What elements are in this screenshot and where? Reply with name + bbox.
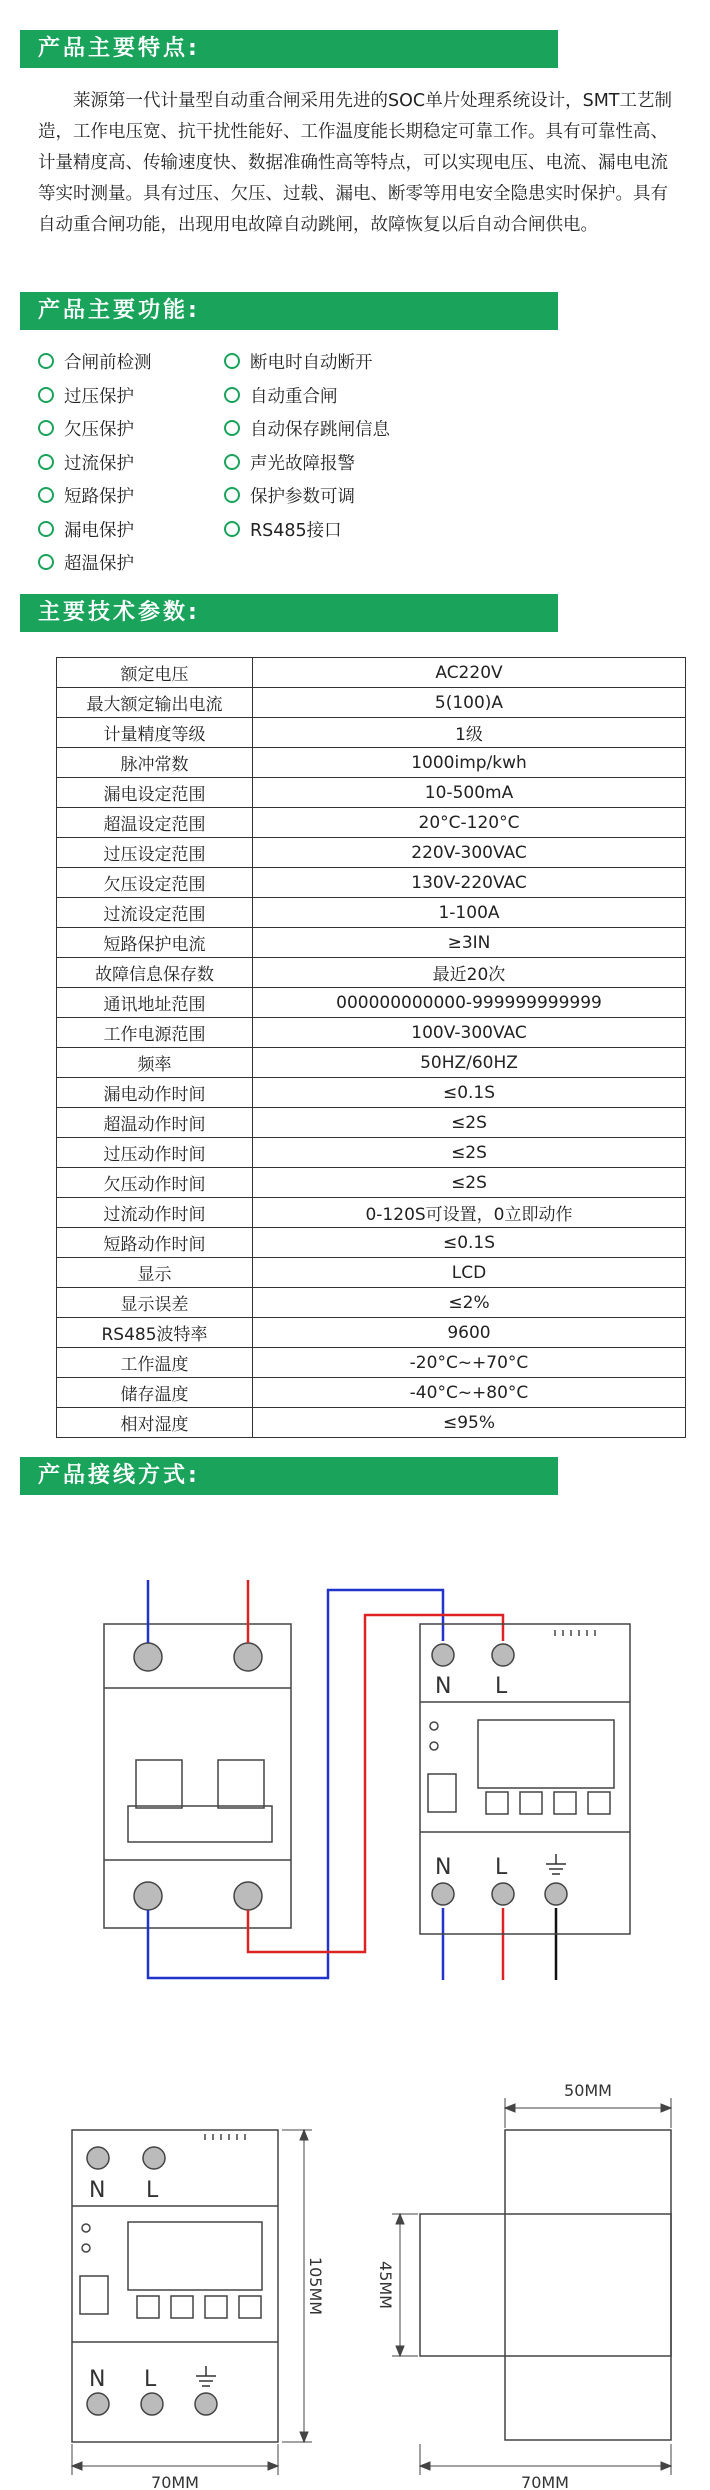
ground-icon	[546, 1854, 566, 1874]
table-row	[57, 1168, 686, 1198]
function-label: 自动保存跳闸信息	[250, 420, 390, 440]
function-label: 超温保护	[64, 554, 134, 574]
table-row	[57, 1408, 686, 1438]
circle-bullet-icon	[38, 554, 54, 570]
param-name: 脉冲常数	[57, 748, 253, 778]
table-row	[57, 958, 686, 988]
front-view-device	[72, 2130, 278, 2442]
table-row	[57, 1318, 686, 1348]
param-value: 1-100A	[253, 898, 686, 928]
front-top-n-label: N	[89, 2178, 106, 2203]
table-row	[57, 988, 686, 1018]
function-label: 欠压保护	[64, 420, 134, 440]
param-name: 超温动作时间	[57, 1108, 253, 1138]
function-label: 声光故障报警	[250, 453, 355, 474]
param-value: AC220V	[253, 658, 686, 688]
param-name: 额定电压	[57, 658, 253, 688]
param-value: 20°C-120°C	[253, 808, 686, 838]
function-item	[224, 387, 338, 407]
table-row	[57, 1258, 686, 1288]
function-item	[38, 554, 134, 574]
param-name: 欠压设定范围	[57, 868, 253, 898]
table-row	[57, 688, 686, 718]
param-name: 频率	[57, 1048, 253, 1078]
table-row	[57, 868, 686, 898]
function-item	[38, 454, 134, 474]
front-bottom-l-label: L	[144, 2367, 157, 2392]
intro-paragraph: 莱源第一代计量型自动重合闸采用先进的SOC单片处理系统设计，SMT工艺制造，工作电压宽、抗干扰性能好、工作温度能长期稳定可靠工作。具有可靠性高、计量精度高、传输速度快、数据准确性高等特点，可以实现电压、电流、漏电电流等实时测量。具有过压、欠压、过载、漏电、断零等用电安全隐患实时保护。具有自动重合闸功能，出现用电故障自动跳闸，故障恢复以后自动合闸供电。	[38, 91, 672, 235]
param-value: ≤2S	[253, 1138, 686, 1168]
table-row	[57, 838, 686, 868]
param-name: 最大额定输出电流	[57, 688, 253, 718]
circle-bullet-icon	[38, 387, 54, 403]
function-label: 短路保护	[64, 487, 134, 507]
circle-bullet-icon	[38, 420, 54, 436]
table-row	[57, 1288, 686, 1318]
circle-bullet-icon	[224, 454, 240, 470]
dimension-diagram	[0, 2030, 710, 2490]
param-value: ≤2S	[253, 1168, 686, 1198]
function-label: 自动重合闸	[250, 386, 338, 407]
table-row	[57, 1348, 686, 1378]
meter-bottom-l-label: L	[495, 1855, 508, 1880]
features-banner: 产品主要特点:	[20, 30, 558, 68]
table-row	[57, 1018, 686, 1048]
meter-top-n-label: N	[435, 1674, 452, 1699]
param-name: 漏电动作时间	[57, 1078, 253, 1108]
param-name: 显示误差	[57, 1288, 253, 1318]
breaker-output-neutral-wire	[148, 1590, 443, 1978]
circle-bullet-icon	[224, 521, 240, 537]
param-value: ≤0.1S	[253, 1078, 686, 1108]
param-name: 欠压动作时间	[57, 1168, 253, 1198]
circle-bullet-icon	[224, 353, 240, 369]
front-top-l-label: L	[146, 2178, 159, 2203]
function-item	[38, 420, 134, 440]
side-width-dimension-line	[420, 2444, 671, 2475]
table-row	[57, 748, 686, 778]
param-name: 过压设定范围	[57, 838, 253, 868]
param-value: LCD	[253, 1258, 686, 1288]
param-name: 通讯地址范围	[57, 988, 253, 1018]
depth-dimension-line	[505, 2098, 671, 2128]
param-value: ≥3IN	[253, 928, 686, 958]
front-width-dimension-line	[72, 2444, 278, 2475]
param-name: 过流设定范围	[57, 898, 253, 928]
front-width-label: 70MM	[151, 2473, 199, 2490]
table-row	[57, 898, 686, 928]
table-row	[57, 1198, 686, 1228]
param-value: -40°C~+80°C	[253, 1378, 686, 1408]
circle-bullet-icon	[38, 521, 54, 537]
function-item	[38, 353, 152, 373]
params-banner: 主要技术参数:	[20, 594, 558, 632]
side-view-device	[420, 2130, 671, 2440]
circle-bullet-icon	[38, 487, 54, 503]
function-item	[224, 521, 342, 541]
function-item	[224, 353, 373, 373]
param-name: 故障信息保存数	[57, 958, 253, 988]
circle-bullet-icon	[224, 420, 240, 436]
table-row	[57, 1138, 686, 1168]
front-bottom-n-label: N	[89, 2367, 106, 2392]
circle-bullet-icon	[38, 454, 54, 470]
param-value: -20°C~+70°C	[253, 1348, 686, 1378]
table-row	[57, 658, 686, 688]
table-row	[57, 1048, 686, 1078]
param-value: 9600	[253, 1318, 686, 1348]
function-item	[224, 454, 355, 474]
param-value: 50HZ/60HZ	[253, 1048, 686, 1078]
param-value: 220V-300VAC	[253, 838, 686, 868]
param-name: 过压动作时间	[57, 1138, 253, 1168]
param-name: 漏电设定范围	[57, 778, 253, 808]
param-value: ≤95%	[253, 1408, 686, 1438]
param-name: 储存温度	[57, 1378, 253, 1408]
param-name: RS485波特率	[57, 1318, 253, 1348]
function-label: 合闸前检测	[64, 353, 152, 373]
table-row	[57, 928, 686, 958]
param-name: 超温设定范围	[57, 808, 253, 838]
param-value: ≤2%	[253, 1288, 686, 1318]
wires	[148, 1580, 556, 1980]
function-label: 断电时自动断开	[250, 353, 373, 373]
table-row	[57, 1378, 686, 1408]
param-value: 130V-220VAC	[253, 868, 686, 898]
inner-label: 45MM	[376, 2261, 395, 2309]
param-name: 短路保护电流	[57, 928, 253, 958]
params-table	[56, 657, 686, 1438]
function-label: 保护参数可调	[250, 487, 355, 507]
wiring-banner: 产品接线方式:	[20, 1457, 558, 1495]
param-value: 1000imp/kwh	[253, 748, 686, 778]
param-value: 0-120S可设置，0立即动作	[253, 1198, 686, 1228]
breaker-output-live-wire	[248, 1615, 503, 1952]
param-name: 显示	[57, 1258, 253, 1288]
side-width-label: 70MM	[521, 2473, 569, 2490]
circle-bullet-icon	[224, 487, 240, 503]
breaker-device	[104, 1624, 291, 1928]
function-item	[224, 487, 355, 507]
param-name: 短路动作时间	[57, 1228, 253, 1258]
param-value: 10-500mA	[253, 778, 686, 808]
front-ground-icon	[196, 2366, 216, 2386]
table-row	[57, 808, 686, 838]
function-label: 过流保护	[64, 453, 134, 474]
param-value: 100V-300VAC	[253, 1018, 686, 1048]
param-name: 过流动作时间	[57, 1198, 253, 1228]
table-row	[57, 1108, 686, 1138]
circle-bullet-icon	[38, 353, 54, 369]
function-label: 过压保护	[64, 386, 134, 407]
meter-bottom-n-label: N	[435, 1855, 452, 1880]
function-label: 漏电保护	[64, 520, 134, 541]
table-row	[57, 1228, 686, 1258]
table-row	[57, 778, 686, 808]
function-item	[38, 487, 134, 507]
function-label: RS485接口	[250, 520, 342, 541]
meter-top-l-label: L	[495, 1674, 508, 1699]
param-name: 工作温度	[57, 1348, 253, 1378]
param-value: ≤2S	[253, 1108, 686, 1138]
table-row	[57, 1078, 686, 1108]
functions-banner: 产品主要功能:	[20, 292, 558, 330]
function-item	[38, 387, 134, 407]
param-name: 工作电源范围	[57, 1018, 253, 1048]
function-item	[224, 420, 390, 440]
param-value: 最近20次	[253, 958, 686, 988]
circle-bullet-icon	[224, 387, 240, 403]
param-value: 5(100)A	[253, 688, 686, 718]
param-value: 000000000000-999999999999	[253, 988, 686, 1018]
height-label: 105MM	[306, 2256, 325, 2316]
param-name: 相对湿度	[57, 1408, 253, 1438]
function-item	[38, 521, 134, 541]
param-value: 1级	[253, 718, 686, 748]
wiring-diagram	[0, 1560, 710, 2020]
depth-label: 50MM	[564, 2081, 612, 2100]
meter-device	[420, 1624, 630, 1934]
table-row	[57, 718, 686, 748]
param-value: ≤0.1S	[253, 1228, 686, 1258]
param-name: 计量精度等级	[57, 718, 253, 748]
